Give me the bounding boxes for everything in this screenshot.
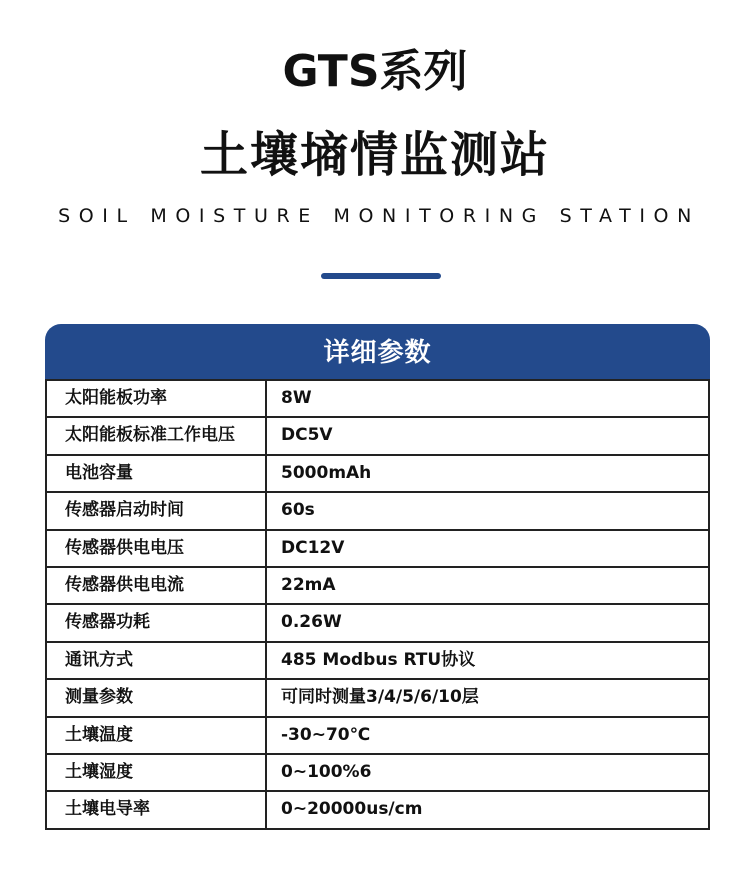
row-label-sensor-power-consumption: 传感器功耗 bbox=[47, 605, 267, 640]
table-row bbox=[47, 753, 708, 790]
table-row bbox=[47, 454, 708, 491]
table-row bbox=[47, 790, 708, 827]
row-value-soil-conductivity: 0~20000us/cm bbox=[281, 799, 423, 820]
row-label-solar-voltage: 太阳能板标准工作电压 bbox=[47, 418, 267, 453]
table-row bbox=[47, 678, 708, 715]
row-value-solar-power: 8W bbox=[281, 388, 312, 408]
row-label-communication: 通讯方式 bbox=[47, 643, 267, 678]
row-label-measurement-params: 测量参数 bbox=[47, 680, 267, 715]
product-name-title: 土壤墒情监测站 bbox=[199, 127, 550, 183]
spec-table-body bbox=[45, 379, 710, 830]
row-value-communication: 485 Modbus RTU协议 bbox=[281, 649, 476, 670]
row-value-sensor-power-consumption: 0.26W bbox=[281, 612, 342, 633]
table-row bbox=[47, 566, 708, 603]
spec-table-header: 详细参数 bbox=[45, 324, 710, 379]
table-row bbox=[47, 379, 708, 416]
row-value-sensor-supply-current: 22mA bbox=[281, 574, 336, 595]
row-label-solar-power: 太阳能板功率 bbox=[47, 381, 267, 416]
row-label-battery-capacity: 电池容量 bbox=[47, 456, 267, 491]
table-row bbox=[47, 491, 708, 528]
row-value-measurement-params: 可同时测量3/4/5/6/10层 bbox=[281, 687, 479, 708]
table-row bbox=[47, 716, 708, 753]
row-value-soil-temperature: -30~70℃ bbox=[281, 724, 371, 745]
row-label-sensor-startup-time: 传感器启动时间 bbox=[47, 493, 267, 528]
table-row bbox=[47, 529, 708, 566]
english-subtitle: SOIL MOISTURE MONITORING STATION bbox=[58, 205, 700, 227]
table-row bbox=[47, 603, 708, 640]
row-value-battery-capacity: 5000mAh bbox=[281, 462, 372, 483]
table-row bbox=[47, 641, 708, 678]
row-value-solar-voltage: DC5V bbox=[281, 425, 333, 446]
row-label-sensor-supply-current: 传感器供电电流 bbox=[47, 568, 267, 603]
accent-divider bbox=[321, 273, 441, 279]
row-value-sensor-startup-time: 60s bbox=[281, 500, 315, 521]
table-row bbox=[47, 416, 708, 453]
row-label-sensor-supply-voltage: 传感器供电电压 bbox=[47, 531, 267, 566]
row-label-soil-conductivity: 土壤电导率 bbox=[47, 792, 267, 827]
row-value-soil-humidity: 0~100%6 bbox=[281, 761, 372, 782]
row-label-soil-temperature: 土壤温度 bbox=[47, 718, 267, 753]
row-value-sensor-supply-voltage: DC12V bbox=[281, 537, 345, 558]
spec-table bbox=[45, 324, 710, 830]
row-label-soil-humidity: 土壤湿度 bbox=[47, 755, 267, 790]
product-series-title: GTS系列 bbox=[282, 46, 468, 97]
